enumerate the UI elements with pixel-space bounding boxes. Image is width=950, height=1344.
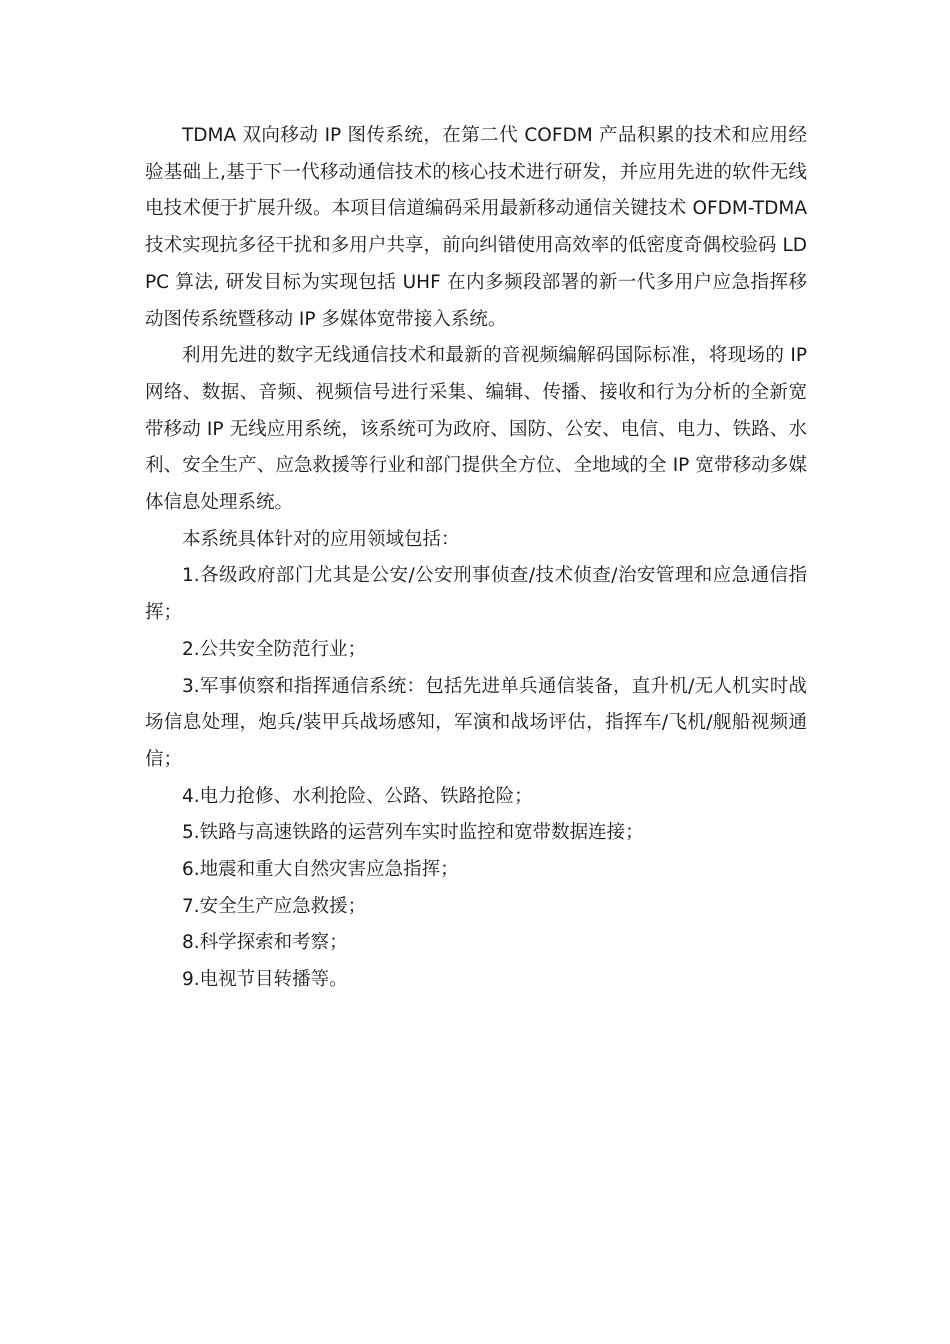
list-item-6: 6.地震和重大自然灾害应急指挥； [182, 859, 459, 881]
list-item-1: 1.各级政府部门尤其是公安/公安刑事侦查/技术侦查/治安管理和应急通信指挥； [145, 565, 807, 624]
paragraph-application-fields-heading: 本系统具体针对的应用领域包括： [182, 528, 460, 550]
list-item-7: 7.安全生产应急救援； [182, 895, 367, 917]
list-item-2: 2.公共安全防范行业； [182, 638, 367, 660]
list-item-5: 5.铁路与高速铁路的运营列车实时监控和宽带数据连接； [182, 822, 644, 844]
paragraph-system-intro: TDMA 双向移动 IP 图传系统，在第二代 COFDM 产品积累的技术和应用经验基础上,基于下一代移动通信技术的核心技术进行研发，并应用先进的软件无线电技术便于扩展升级。本项目信道编码采用最新移动通信关键技术 OFDM-TDMA 技术实现抗多径干扰和多用户共享，前向纠错使用高效率的低密度奇偶校验码 LDPC 算法, 研发目标为实现包括 UHF 在内多频段部署的新一代多用户应急指挥移动图传系统暨移动 IP 多媒体宽带接入系统。 [145, 125, 807, 330]
list-item-3: 3.军事侦察和指挥通信系统：包括先进单兵通信装备，直升机/无人机实时战场信息处理，炮兵/装甲兵战场感知，军演和战场评估，指挥车/飞机/舰船视频通信； [145, 675, 807, 770]
list-item-8: 8.科学探索和考察； [182, 932, 348, 954]
list-item-9: 9.电视节目转播等。 [182, 969, 348, 991]
list-item-4: 4.电力抢修、水利抢险、公路、铁路抢险； [182, 785, 533, 807]
document-body [145, 118, 807, 999]
paragraph-technology-overview: 利用先进的数字无线通信技术和最新的音视频编解码国际标准，将现场的 IP 网络、数据、音频、视频信号进行采集、编辑、传播、接收和行为分析的全新宽带移动 IP 无线应用系统，该系统可为政府、国防、公安、电信、电力、铁路、水利、安全生产、应急救援等行业和部门提供全方位、全地域的全 IP 宽带移动多媒体信息处理系统。 [145, 345, 807, 514]
